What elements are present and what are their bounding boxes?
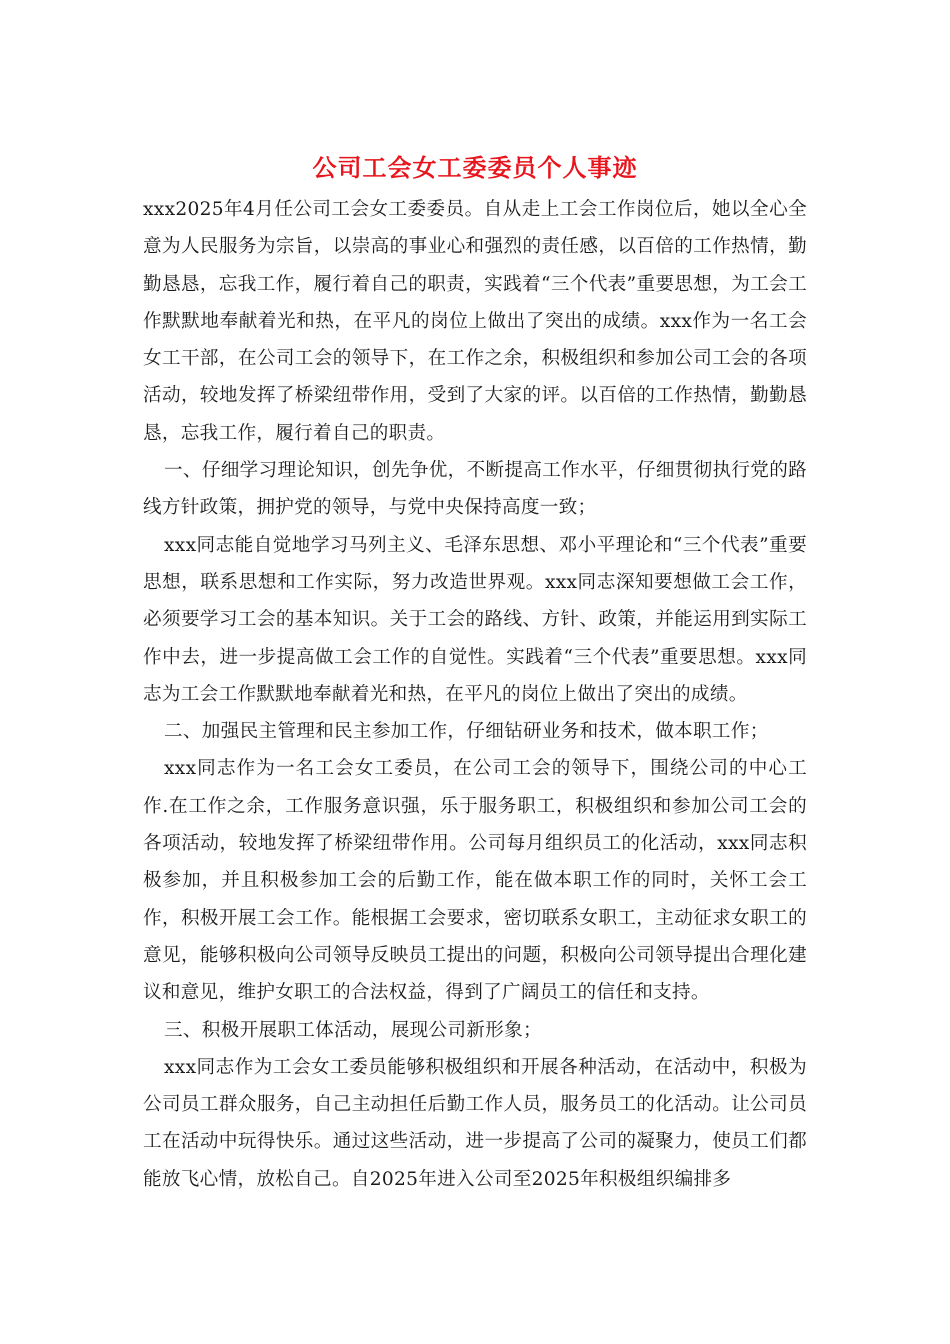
section-heading-3: 三、积极开展职工体活动，展现公司新形象；	[164, 1019, 542, 1041]
paragraph-intro: xxx2025年4月任公司工会女工委委员。自从走上工会工作岗位后，她以全心全意为人民服务为宗旨，以崇高的事业心和强烈的责任感，以百倍的工作热情，勤勤恳恳，忘我工作，履行着自己的职责，实践着“三个代表”重要思想，为工会工作默默地奉献着光和热，在平凡的岗位上做出了突出的成绩。xxx作为一名工会女工干部，在公司工会的领导下，在工作之余，积极组织和参加公司工会的各项活动，较地发挥了桥梁纽带作用，受到了大家的评。以百倍的工作热情，勤勤恳恳，忘我工作，履行着自己的职责。	[143, 199, 807, 444]
document-body	[143, 191, 807, 1198]
section-heading-1: 一、仔细学习理论知识，创先争优，不断提高工作水平，仔细贯彻执行党的路线方针政策，拥护党的领导，与党中央保持高度一致；	[143, 460, 807, 519]
paragraph-section-3: xxx同志作为工会女工委员能够积极组织和开展各种活动，在活动中，积极为公司员工群众服务，自己主动担任后勤工作人员，服务员工的化活动。让公司员工在活动中玩得快乐。通过这些活动，进一步提高了公司的凝聚力，使员工们都能放飞心情，放松自己。自2025年进入公司至2025年积极组织编排多	[143, 1056, 807, 1190]
paragraph-section-1: xxx同志能自觉地学习马列主义、毛泽东思想、邓小平理论和“三个代表”重要思想，联系思想和工作实际，努力改造世界观。xxx同志深知要想做工会工作，必须要学习工会的基本知识。关于工会的路线、方针、政策，并能运用到实际工作中去，进一步提高做工会工作的自觉性。实践着“三个代表”重要思想。xxx同志为工会工作默默地奉献着光和热，在平凡的岗位上做出了突出的成绩。	[143, 534, 807, 705]
paragraph-section-2: xxx同志作为一名工会女工委员，在公司工会的领导下，围绕公司的中心工作.在工作之余，工作服务意识强，乐于服务职工，积极组织和参加公司工会的各项活动，较地发挥了桥梁纽带作用。公司每月组织员工的化活动，xxx同志积极参加，并且积极参加工会的后勤工作，能在做本职工作的同时，关怀工会工作，积极开展工会工作。能根据工会要求，密切联系女职工，主动征求女职工的意见，能够积极向公司领导反映员工提出的问题，积极向公司领导提出合理化建议和意见，维护女职工的合法权益，得到了广阔员工的信任和支持。	[143, 758, 807, 1004]
section-heading-2: 二、加强民主管理和民主参加工作，仔细钻研业务和技术，做本职工作；	[164, 721, 769, 743]
document-title: 公司工会女工委委员个人事迹	[312, 153, 638, 182]
